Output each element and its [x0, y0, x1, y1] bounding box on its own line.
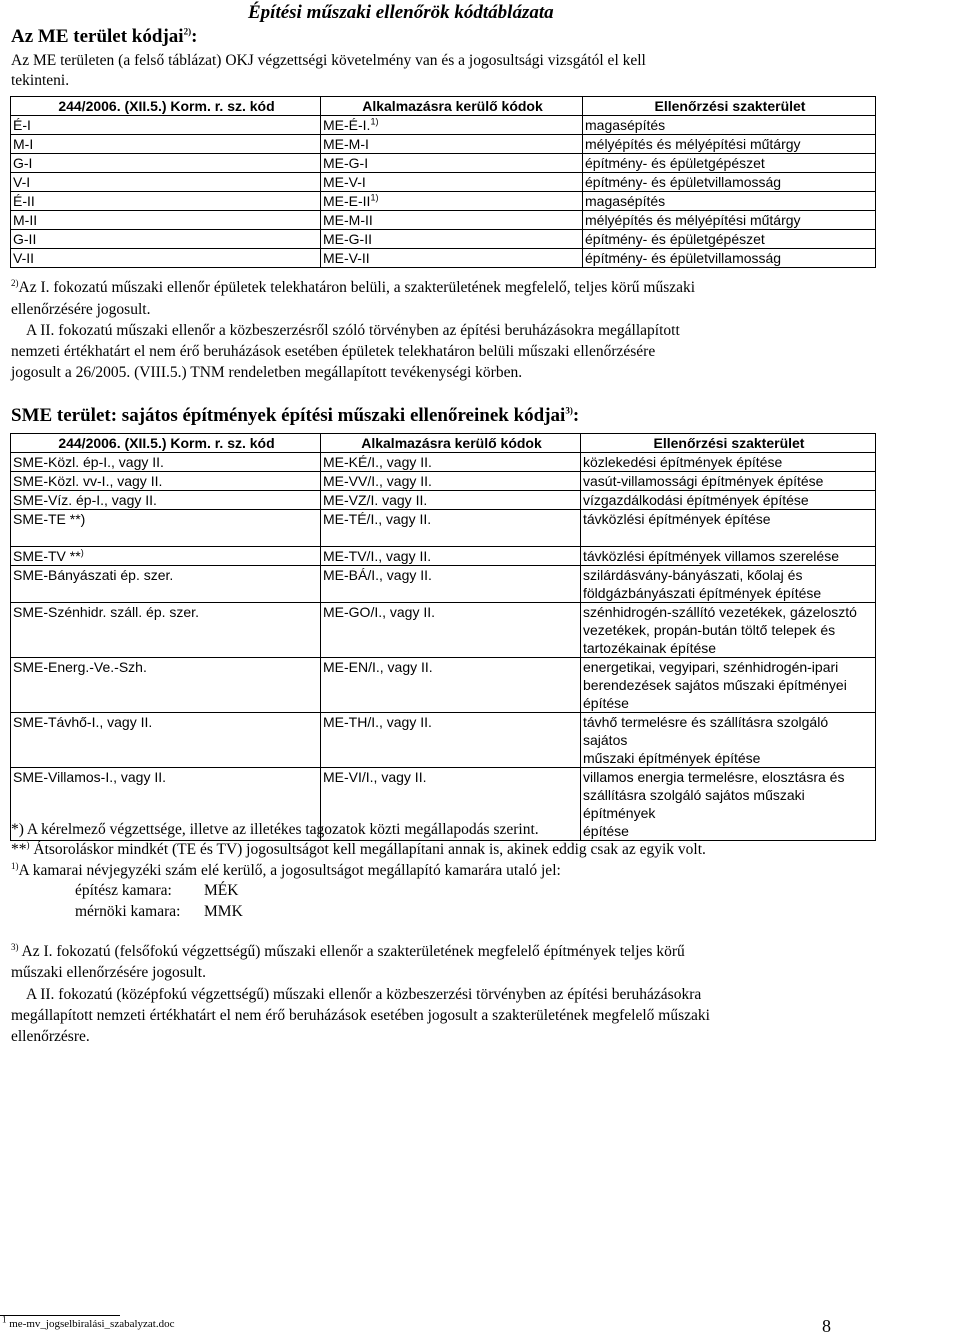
table-row: [11, 135, 876, 154]
table-row: [11, 658, 876, 713]
sme-cell-korm-code: SME-Energ.-Ve.-Szh.: [11, 658, 321, 713]
me-cell-korm-code: V-I: [11, 173, 321, 192]
table-row: [11, 510, 876, 547]
sme-area-line: műszaki építmények építése: [583, 750, 761, 766]
sme-cell-applied-code: ME-BÁ/I., vagy II.: [321, 566, 581, 603]
sme-code-table: [10, 433, 876, 841]
me-cell-area: mélyépítés és mélyépítési műtárgy: [583, 211, 876, 230]
footnote-star: *) A kérelmező végzettsége, illetve az illetékes tagozatok közti megállapodás szerint.: [11, 821, 539, 838]
page-number: 8: [822, 1316, 831, 1336]
sme-heading-text: SME terület: sajátos építmények építési műszaki ellenőreinek kódjai: [11, 405, 566, 426]
sme-area-line: vezetékek, propán-bután töltő telepek és: [583, 622, 836, 638]
me-code-table: [10, 96, 876, 268]
table-row: [11, 154, 876, 173]
sme-cell-applied-code: ME-VV/I., vagy II.: [321, 472, 581, 491]
note2-sup: 2): [11, 277, 19, 288]
me-intro-line-1: Az ME területen (a felső táblázat) OKJ végzettségi követelmény van és a jogosultsági vizsgától el kell: [11, 52, 646, 69]
footer-filename-text: me-mv_jogselbiralási_szabalyzat.doc: [6, 1318, 175, 1330]
sme-cell-area: [581, 658, 876, 713]
footnote-one: [11, 861, 561, 881]
sme-cell-korm-code: SME-Szénhidr. száll. ép. szer.: [11, 603, 321, 658]
table-row: [11, 472, 876, 491]
sme-header-cell-3: Ellenőrzési szakterület: [581, 434, 876, 453]
sme-heading-colon: :: [572, 405, 580, 426]
me-cell-applied-code: ME-G-I: [321, 154, 583, 173]
sme-cell-area: vasút-villamossági építmények építése: [581, 472, 876, 491]
table-row: [11, 211, 876, 230]
me-cell-area: építmény- és épületgépészet: [583, 154, 876, 173]
sme-area-line: tartozékainak építése: [583, 640, 717, 656]
me-heading-text: Az ME terület kódjai: [11, 26, 184, 47]
footnote-one-sup: 1): [11, 860, 19, 871]
sme-cell-area: [581, 768, 876, 841]
sme-cell-area: közlekedési építmények építése: [581, 453, 876, 472]
footnote-double-star-sup: ): [26, 839, 30, 850]
table-row: [11, 192, 876, 211]
footnote-three-line-4: megállapított nemzeti értékhatárt el nem érő beruházások esetében jogosult a szakterületének megfelelő műszaki: [11, 1007, 710, 1024]
me-cell-area: magasépítés: [583, 116, 876, 135]
me-cell-applied-code: ME-G-II: [321, 230, 583, 249]
me-cell-applied-code: ME-V-II: [321, 249, 583, 268]
me-cell-area: építmény- és épületgépészet: [583, 230, 876, 249]
me-intro-line-2: tekinteni.: [11, 72, 70, 89]
footer-sup: 1: [2, 1314, 7, 1325]
sme-area-line: szénhidrogén-szállító vezetékek, gázelosztó: [583, 604, 857, 620]
sme-cell-area: [581, 713, 876, 768]
sme-cell-korm-code: [11, 547, 321, 566]
sme-cell-area: távközlési építmények villamos szerelése: [581, 547, 876, 566]
sme-area-line: távközlési építmények építése: [583, 511, 771, 527]
me-cell-area: építmény- és épületvillamosság: [583, 173, 876, 192]
sme-header-cell-1: 244/2006. (XII.5.) Korm. r. sz. kód: [11, 434, 321, 453]
note2-line-1-text: Az I. fokozatú műszaki ellenőr épületek telekhatáron belüli, a szakterületének megfelelő, teljes körű műszaki: [18, 279, 696, 296]
footnote-one-text: A kamarai névjegyzéki szám elé kerülő, a jogosultságot megállapító kamarára utaló jel:: [18, 862, 561, 879]
sme-cell-applied-code: ME-TV/I., vagy II.: [321, 547, 581, 566]
me-cell-applied-code: [321, 192, 583, 211]
sme-korm-code-text: SME-TV **: [13, 548, 81, 564]
sme-table-header-row: [11, 434, 876, 453]
sme-area-line: szilárdásvány-bányászati, kőolaj és: [583, 567, 803, 583]
me-applied-code-text: ME-E-II: [323, 193, 371, 209]
me-heading-colon: :: [191, 26, 198, 47]
chamber-architect-label: építész kamara:: [75, 882, 172, 899]
sme-area-line: energetikai, vegyipari, szénhidrogén-ipari: [583, 659, 839, 675]
sme-area-line: földgázbányászati építmények építése: [583, 585, 822, 601]
sme-cell-korm-code: SME-Bányászati ép. szer.: [11, 566, 321, 603]
table-row: [11, 547, 876, 566]
me-cell-korm-code: G-I: [11, 154, 321, 173]
me-cell-korm-code: G-II: [11, 230, 321, 249]
chamber-engineer-code: MMK: [204, 903, 243, 920]
table-row: [11, 453, 876, 472]
me-cell-area: építmény- és épületvillamosság: [583, 249, 876, 268]
footnote-double-star: [11, 840, 706, 860]
sme-area-line-empty: [583, 528, 875, 546]
sme-cell-korm-code: SME-Víz. ép-I., vagy II.: [11, 491, 321, 510]
me-header-cell-2: Alkalmazásra kerülő kódok: [321, 97, 583, 116]
me-cell-area: mélyépítés és mélyépítési műtárgy: [583, 135, 876, 154]
me-heading: [11, 26, 197, 48]
sme-area-line: berendezések sajátos műszaki építményei: [583, 677, 847, 693]
sme-cell-korm-code: SME-Villamos-I., vagy II.: [11, 768, 321, 841]
sme-cell-korm-code: SME-Közl. ép-I., vagy II.: [11, 453, 321, 472]
sme-area-line: villamos energia termelésre, elosztásra és: [583, 769, 845, 785]
sme-korm-code-sup: ): [80, 547, 84, 558]
me-cell-korm-code: M-I: [11, 135, 321, 154]
note2-line-3: A II. fokozatú műszaki ellenőr a közbeszerzésről szóló törvényben az építési beruházásokra megállapított: [26, 322, 680, 339]
me-cell-applied-code: [321, 116, 583, 135]
footnote-three-line-5: ellenőrzésre.: [11, 1028, 90, 1045]
me-cell-applied-code: ME-M-I: [321, 135, 583, 154]
table-row: [11, 491, 876, 510]
me-cell-korm-code: V-II: [11, 249, 321, 268]
table-row: [11, 603, 876, 658]
note2-line-5: jogosult a 26/2005. (VIII.5.) TNM rendeletben megállapított tevékenységi körben.: [11, 364, 523, 381]
sme-cell-area: [581, 566, 876, 603]
chamber-architect-code: MÉK: [204, 882, 239, 899]
note2-line-4: nemzeti értékhatárt el nem érő beruházások esetében épületek telekhatáron belüli műszaki ellenőrzésére: [11, 343, 656, 360]
me-heading-sup: 2): [183, 26, 192, 37]
table-row: [11, 249, 876, 268]
sme-area-line: építése: [583, 823, 629, 839]
sme-cell-applied-code: ME-VZ/I. vagy II.: [321, 491, 581, 510]
me-cell-applied-code: ME-M-II: [321, 211, 583, 230]
note2-line-2: ellenőrzésére jogosult.: [11, 301, 151, 318]
footer-filename: [2, 1314, 175, 1330]
me-applied-code-sup: 1): [370, 192, 379, 203]
table-row: [11, 566, 876, 603]
sme-cell-applied-code: ME-TH/I., vagy II.: [321, 713, 581, 768]
me-header-cell-1: 244/2006. (XII.5.) Korm. r. sz. kód: [11, 97, 321, 116]
sme-cell-applied-code: ME-TÉ/I., vagy II.: [321, 510, 581, 547]
table-row: [11, 173, 876, 192]
document-title: Építési műszaki ellenőrök kódtáblázata: [248, 2, 554, 23]
me-cell-korm-code: É-I: [11, 116, 321, 135]
table-row: [11, 116, 876, 135]
chamber-engineer-label: mérnöki kamara:: [75, 903, 181, 920]
note2-line-1: [11, 279, 695, 297]
table-row: [11, 230, 876, 249]
sme-cell-korm-code: SME-Közl. vv-I., vagy II.: [11, 472, 321, 491]
sme-area-line: építése: [583, 695, 629, 711]
me-applied-code-text: ME-É-I.: [323, 117, 371, 133]
sme-area-line: távhő termelésre és szállításra szolgáló sajátos: [583, 714, 829, 748]
footer-separator: [0, 1315, 120, 1316]
sme-header-cell-2: Alkalmazásra kerülő kódok: [321, 434, 581, 453]
sme-cell-area: [581, 603, 876, 658]
footnote-three-text: Az I. fokozatú (felsőfokú végzettségű) műszaki ellenőr a szakterületének megfelelő építmények teljes körű: [18, 943, 685, 960]
sme-cell-area: vízgazdálkodási építmények építése: [581, 491, 876, 510]
sme-cell-area: [581, 510, 876, 547]
me-cell-area: magasépítés: [583, 192, 876, 211]
sme-cell-applied-code: ME-GO/I., vagy II.: [321, 603, 581, 658]
sme-cell-applied-code: ME-VI/I., vagy II.: [321, 768, 581, 841]
table-row: [11, 713, 876, 768]
sme-heading: [11, 405, 579, 427]
me-table-header-row: [11, 97, 876, 116]
sme-area-line: szállításra szolgáló sajátos műszaki építmények: [583, 787, 805, 821]
footnote-three-line-2: műszaki ellenőrzésére jogosult.: [11, 964, 206, 981]
me-cell-applied-code: ME-V-I: [321, 173, 583, 192]
footnote-double-star-text: Átsoroláskor mindkét (TE és TV) jogosultságot kell megállapítani annak is, akinek eddig csak az egyik volt.: [29, 841, 706, 858]
me-header-cell-3: Ellenőrzési szakterület: [583, 97, 876, 116]
sme-cell-korm-code: SME-Távhő-I., vagy II.: [11, 713, 321, 768]
sme-cell-applied-code: ME-KÉ/I., vagy II.: [321, 453, 581, 472]
sme-cell-korm-code: SME-TE **): [11, 510, 321, 547]
me-cell-korm-code: É-II: [11, 192, 321, 211]
footnote-three-sup: 3): [11, 941, 19, 952]
sme-heading-sup: 3): [565, 405, 573, 416]
footnote-three-line-3: A II. fokozatú (középfokú végzettségű) műszaki ellenőr a közbeszerzési törvényben az építési beruházásokra: [26, 986, 702, 1003]
me-cell-korm-code: M-II: [11, 211, 321, 230]
sme-cell-applied-code: ME-EN/I., vagy II.: [321, 658, 581, 713]
footnote-three-line-1: [11, 942, 685, 962]
me-applied-code-sup: 1): [370, 116, 379, 127]
footnote-double-star-mark: **: [11, 841, 27, 858]
